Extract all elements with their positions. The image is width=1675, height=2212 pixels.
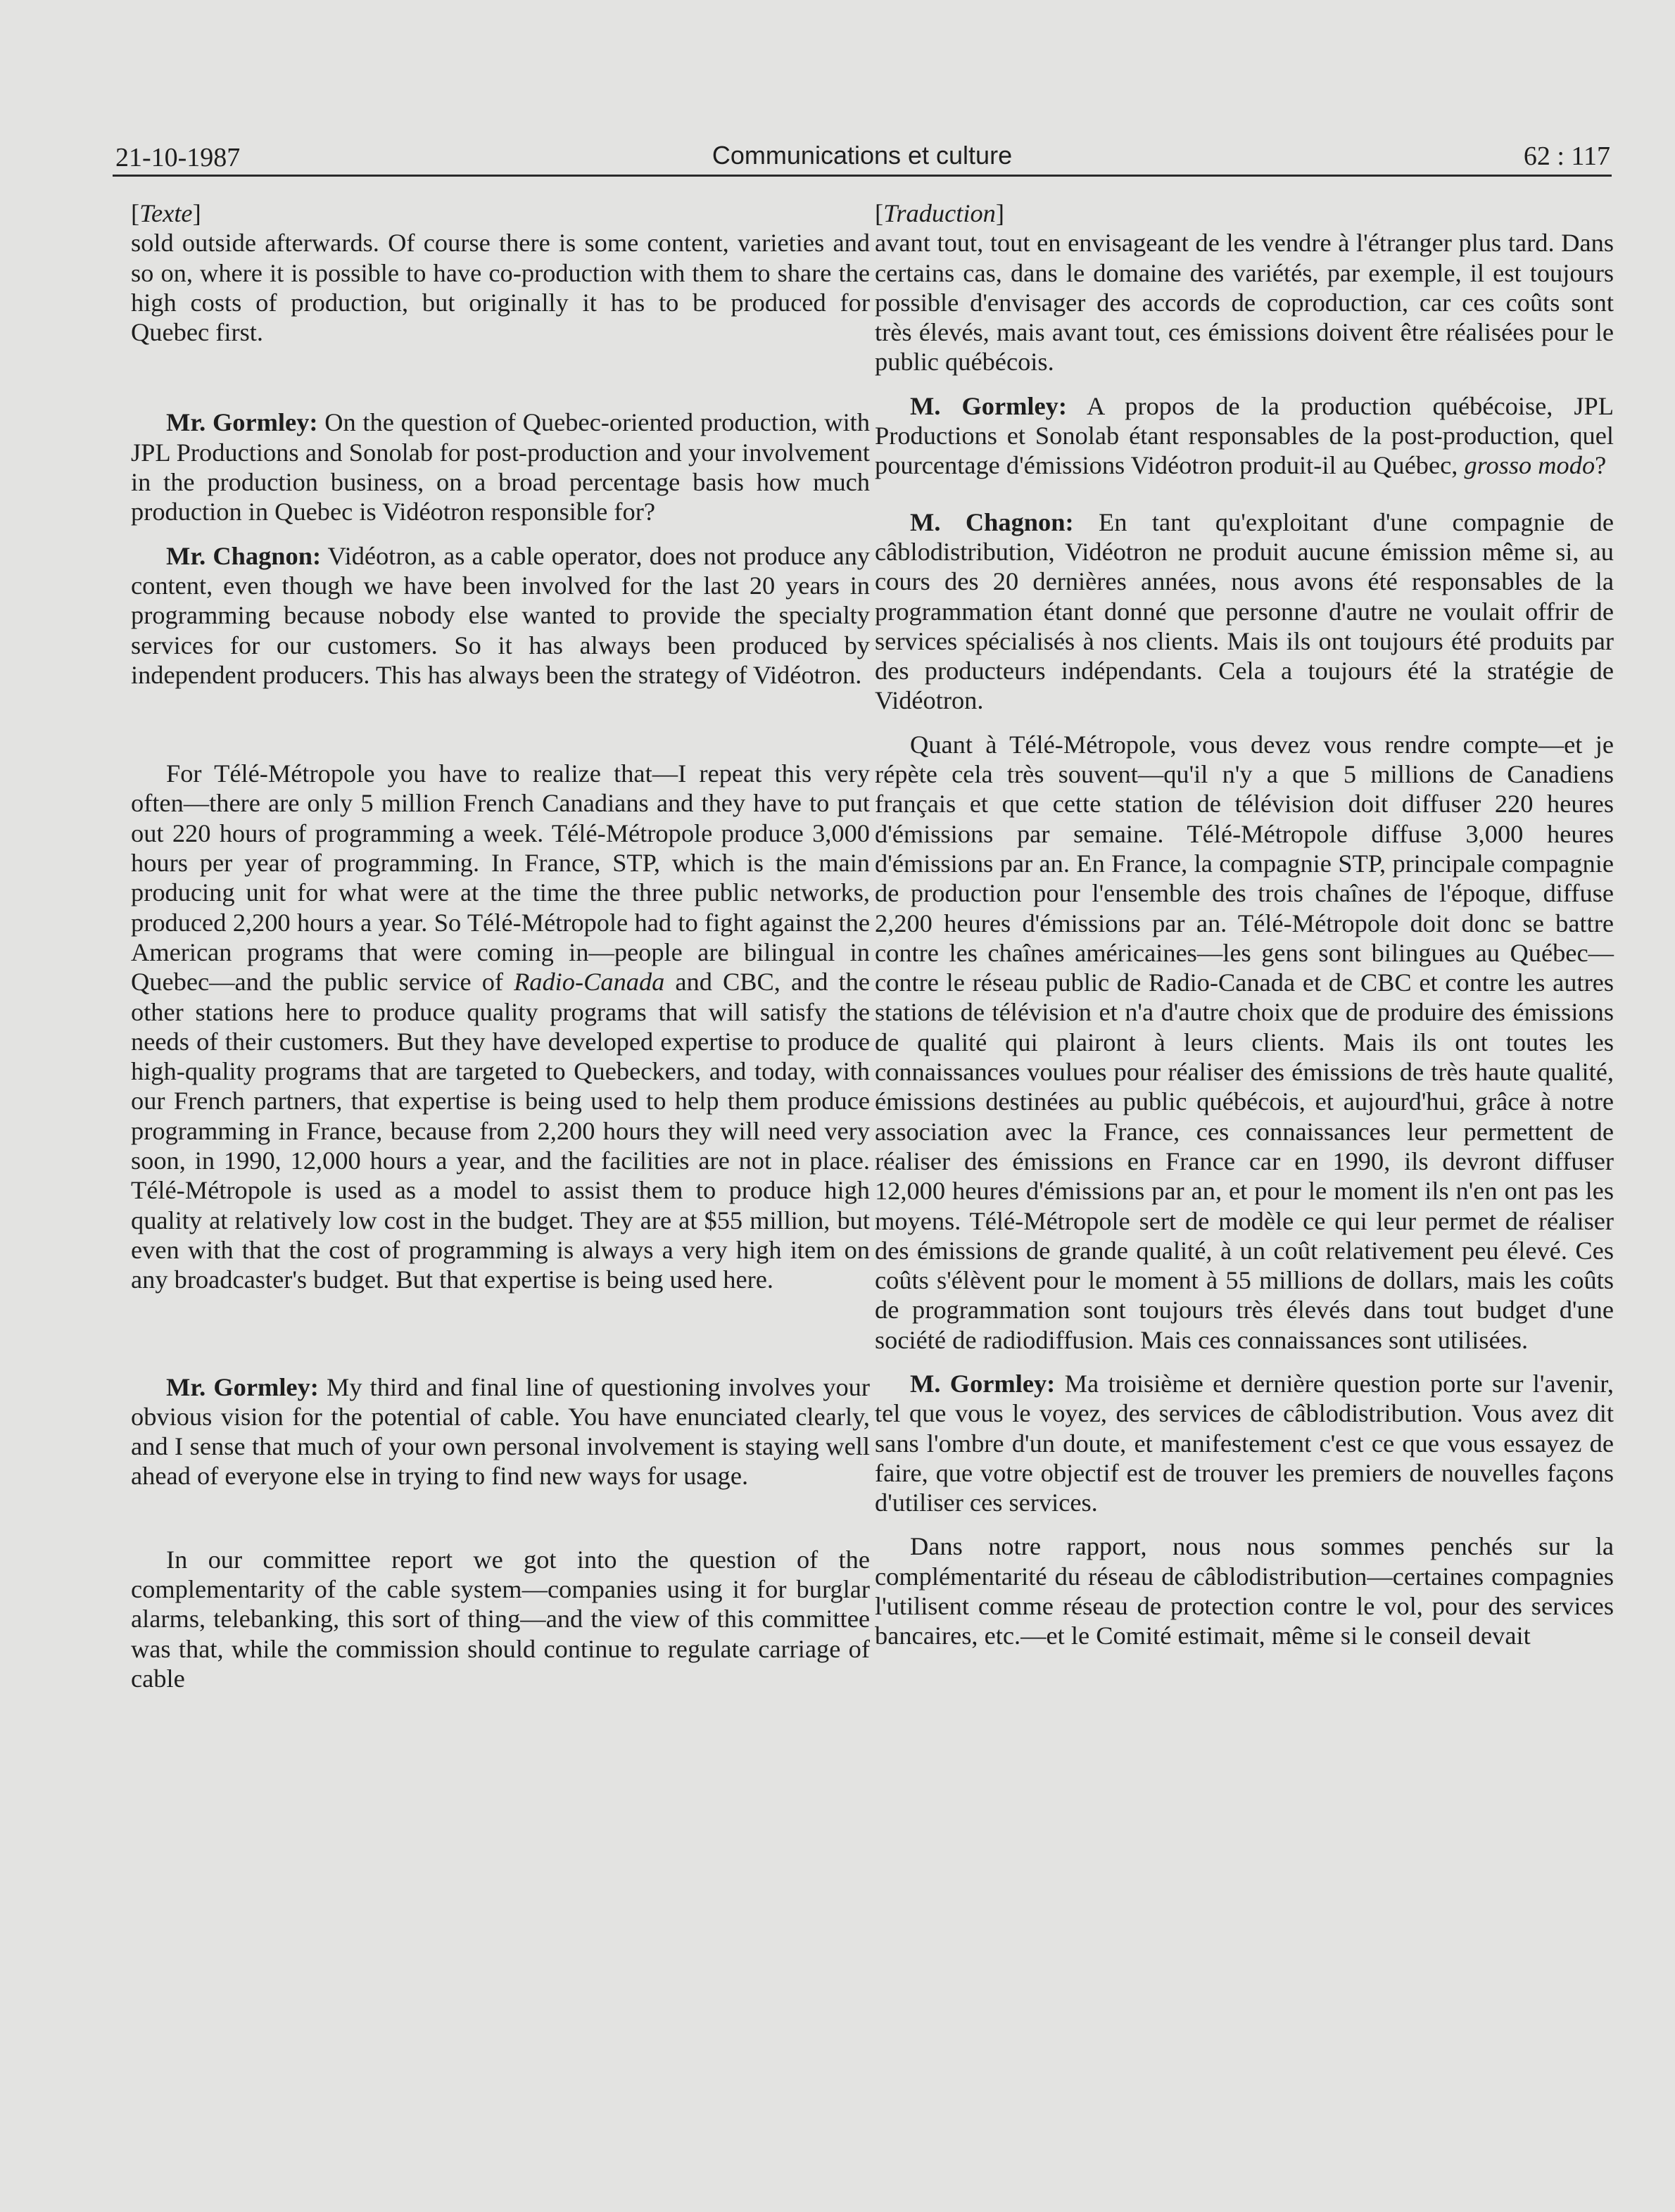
paragraph: sold outside afterwards. Of course there is some content, varieties and so on, where it is possible to have co-production with them to share the high costs of production, but originally it has to be produced for Quebec first.: [131, 229, 870, 347]
header-page-number: 62 : 117: [1523, 141, 1610, 171]
section-tag: [Texte]: [131, 199, 201, 227]
page-header: [113, 139, 1612, 177]
english-column: [131, 198, 870, 1693]
paragraph: M. Chagnon: En tant qu'exploitant d'une compagnie de câblodistribution, Vidéotron ne produit aucune émission même si, au cours des 20 dernières années, nous avons été responsables de la programmation étant donné que personne d'autre ne voulait offrir de services spécialisés à nos clients. Mais ils ont toujours été produits par des producteurs indépendants. Cela a toujours été la stratégie de Vidéotron.: [875, 507, 1614, 715]
speaker-name: Mr. Chagnon:: [166, 541, 322, 570]
paragraph: M. Gormley: A propos de la production québécoise, JPL Productions et Sonolab étant responsables de la post-production, quel pourcentage d'émissions Vidéotron produit-il au Québec, grosso modo?: [875, 391, 1614, 480]
speaker-name: Mr. Gormley:: [166, 408, 318, 437]
paragraph: Dans notre rapport, nous nous sommes penchés sur la complémentarité du réseau de câblodistribution—certaines compagnies l'utilisent comme réseau de protection contre le vol, pour des services bancaires, etc.—et le Comité estimait, même si le conseil devait: [875, 1532, 1614, 1650]
paragraph: M. Gormley: Ma troisième et dernière question porte sur l'avenir, tel que vous le voyez, des services de câblodistribution. Vous avez dit sans l'ombre d'un doute, et manifestement c'est ce que vous essayez de faire, que votre objectif est de trouver les premiers de nouvelles façons d'utiliser ces services.: [875, 1369, 1614, 1517]
paragraph: For Télé-Métropole you have to realize that—I repeat this very often—there are only 5 million French Canadians and they have to put out 220 hours of programming a week. Télé-Métropole produce 3,000 hours per year of programming. In France, STP, which is the main producing unit for what were at the time the three public networks, produced 2,200 hours a year. So Télé-Métropole had to fight against the American programs that were coming in—people are bilingual in Quebec—and the public service of Radio-Canada and CBC, and the other stations here to produce quality programs that will satisfy the needs of their customers. But they have developed expertise to produce high-quality programs that are targeted to Quebeckers, and today, with our French partners, that expertise is being used to help them produce programming in France, because from 2,200 hours they will need very soon, in 1990, 12,000 hours a year, and the facilities are not in place. Télé-Métropole is used as a model to assist them to produce high quality at relatively low cost in the budget. They are at $55 million, but even with that the cost of programming is always a very high item on any broadcaster's budget. But that expertise is being used here.: [131, 759, 870, 1294]
paragraph: Mr. Chagnon: Vidéotron, as a cable operator, does not produce any content, even though we have been involved for the last 20 years in programming because nobody else wanted to provide the specialty services for our customers. So it has always been produced by independent producers. This has always been the strategy of Vidéotron.: [131, 541, 870, 689]
paragraph: avant tout, tout en envisageant de les vendre à l'étranger plus tard. Dans certains cas, dans le domaine des variétés, par exemple, il est toujours possible d'envisager des accords de coproduction, car ces coûts sont très élevés, mais avant tout, ces émissions doivent être réalisées pour le public québécois.: [875, 229, 1614, 377]
header-date: 21-10-1987: [115, 143, 241, 172]
paragraph: Mr. Gormley: My third and final line of questioning involves your obvious vision for the potential of cable. You have enunciated clearly, and I sense that much of your own personal involvement is staying well ahead of everyone else in trying to find new ways for usage.: [131, 1372, 870, 1491]
speaker-name: M. Chagnon:: [910, 507, 1074, 536]
french-column: [875, 198, 1614, 1651]
speaker-name: Mr. Gormley:: [166, 1372, 319, 1401]
section-tag: [Traduction]: [875, 199, 1004, 227]
speaker-name: M. Gormley:: [910, 1369, 1056, 1398]
paragraph: Quant à Télé-Métropole, vous devez vous rendre compte—et je répète cela très souvent—qu'il n'y a que 5 millions de Canadiens français et que cette station de télévision doit diffuser 220 heures d'émissions par semaine. Télé-Métropole diffuse 3,000 heures d'émissions par an. En France, la compagnie STP, principale compagnie de production pour l'ensemble des trois chaînes de l'époque, diffuse 2,200 heures d'émissions par an. Télé-Métropole doit donc se battre contre les chaînes américaines—les gens sont bilingues au Québec—contre le réseau public de Radio-Canada et de CBC et contre les autres stations de télévision et n'a d'autre choix que de produire des émissions de qualité qui plairont à leurs clients. Mais ils ont toutes les connaissances voulues pour réaliser des émissions de très haute qualité, émissions destinées au public québécois, et aujourd'hui, grâce à notre association avec la France, ces connaissances leur permettent de réaliser des émissions en France car en 1990, ils devront diffuser 12,000 heures d'émissions par an, et pour le moment ils n'en ont pas les moyens. Télé-Métropole sert de modèle ce qui leur permet de réaliser des émissions de grande qualité, à un coût relativement peu élevé. Ces coûts s'élèvent pour le moment à 55 millions de dollars, mais les coûts de programmation sont toujours très élevés dans tout budget d'une société de radiodiffusion. Mais ces connaissances sont utilisées.: [875, 730, 1614, 1354]
header-title: Communications et culture: [712, 141, 1013, 170]
paragraph: Mr. Gormley: On the question of Quebec-oriented production, with JPL Productions and Sonolab for post-production and your involvement in the production business, on a broad percentage basis how much production in Quebec is Vidéotron responsible for?: [131, 408, 870, 526]
speaker-name: M. Gormley:: [910, 391, 1067, 420]
paragraph: In our committee report we got into the question of the complementarity of the cable system—companies using it for burglar alarms, telebanking, this sort of thing—and the view of this committee was that, while the commission should continue to regulate carriage of cable: [131, 1545, 870, 1693]
